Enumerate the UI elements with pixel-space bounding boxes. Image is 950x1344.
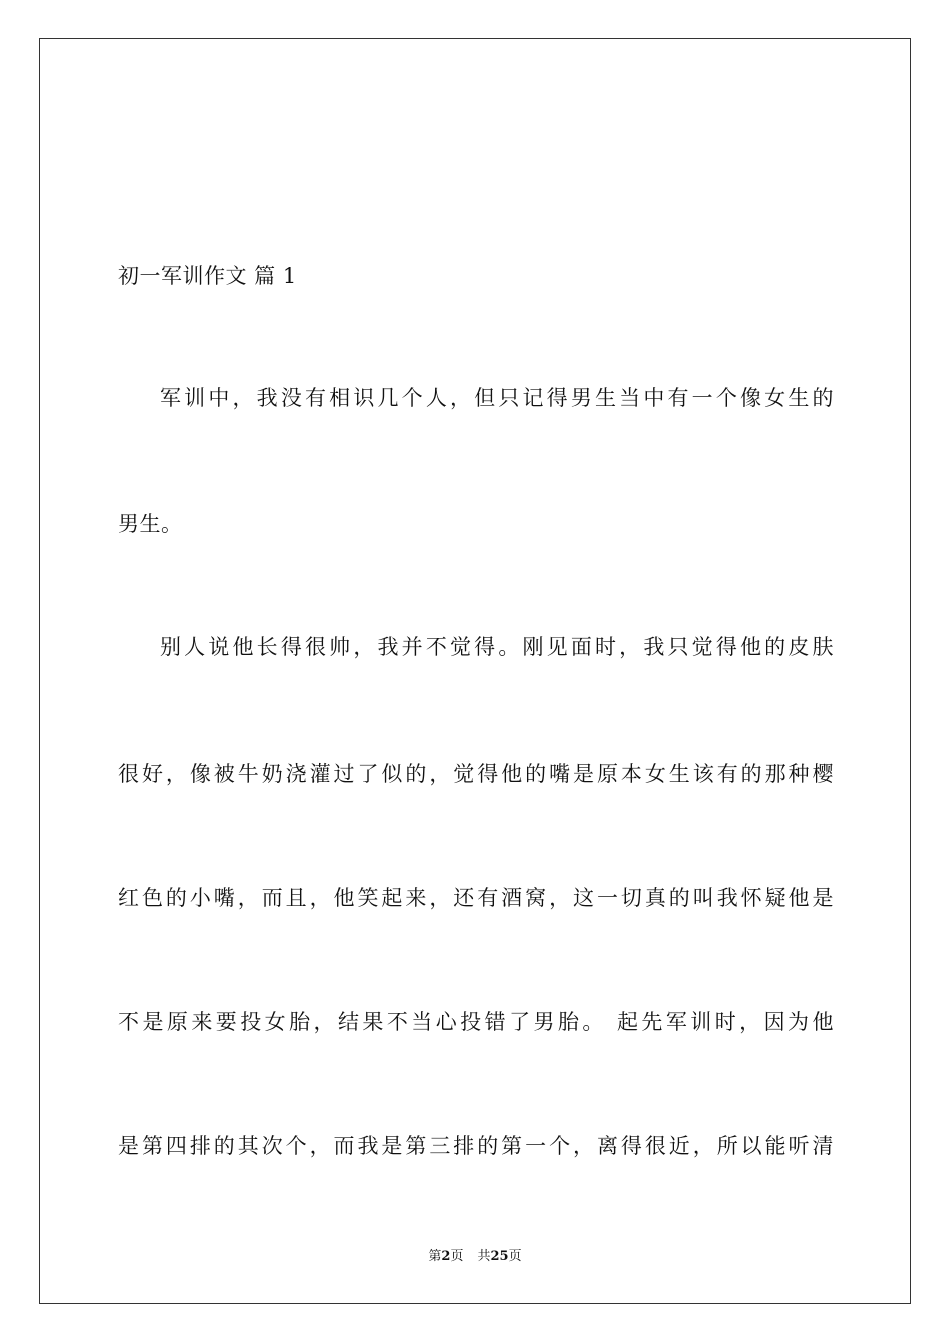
footer-total-suffix: 页 bbox=[508, 1249, 522, 1264]
footer-page-number: 2 bbox=[441, 1249, 451, 1264]
text-line-6: 不是原来要投女胎，结果不当心投错了男胎。 起先军训时，因为他 bbox=[118, 1010, 834, 1034]
text-line-3: 别人说他长得很帅，我并不觉得。刚见面时，我只觉得他的皮肤 bbox=[160, 635, 834, 659]
document-title: 初一军训作文 篇 1 bbox=[118, 264, 297, 288]
text-line-5: 红色的小嘴，而且，他笑起来，还有酒窝，这一切真的叫我怀疑他是 bbox=[118, 886, 834, 910]
text-line-1: 军训中，我没有相识几个人，但只记得男生当中有一个像女生的 bbox=[160, 386, 834, 410]
text-line-2: 男生。 bbox=[118, 512, 183, 536]
text-line-4: 很好，像被牛奶浇灌过了似的，觉得他的嘴是原本女生该有的那种樱 bbox=[118, 762, 834, 786]
text-line-7: 是第四排的其次个，而我是第三排的第一个，离得很近，所以能听清 bbox=[118, 1134, 834, 1158]
footer-total-number: 25 bbox=[490, 1249, 509, 1264]
footer-page-suffix: 页 bbox=[450, 1249, 464, 1264]
footer-total-prefix: 共 bbox=[477, 1249, 491, 1264]
page-footer bbox=[0, 1248, 950, 1266]
page-border bbox=[39, 38, 911, 1304]
footer-page-prefix: 第 bbox=[428, 1249, 442, 1264]
